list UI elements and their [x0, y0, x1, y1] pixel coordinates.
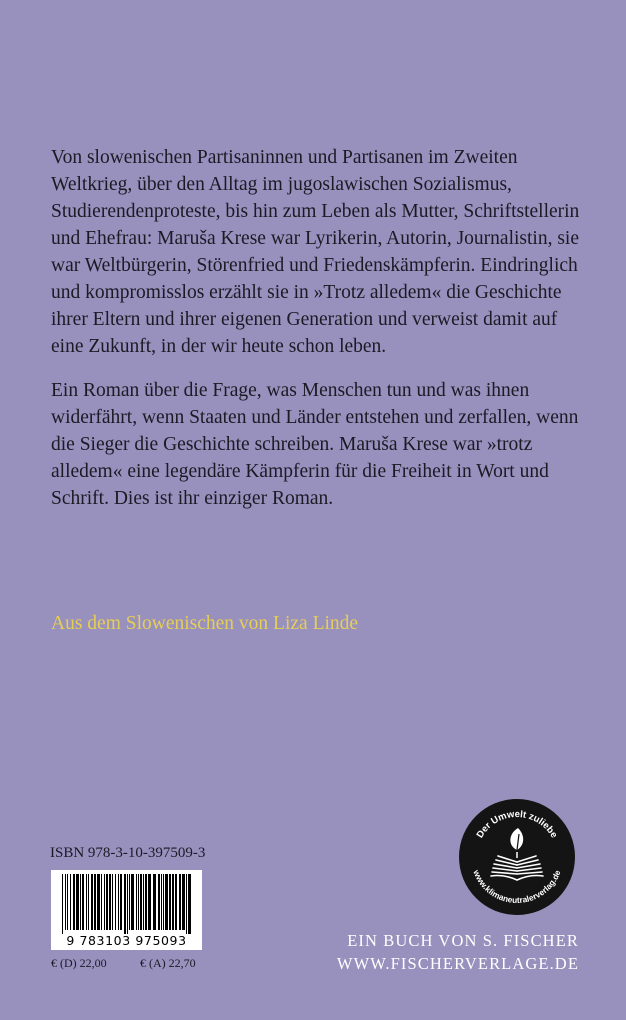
barcode-bar — [143, 874, 144, 930]
barcode-bar — [62, 874, 63, 934]
barcode-bar — [73, 874, 75, 930]
barcode-bar — [124, 874, 126, 934]
barcode-bar — [131, 874, 134, 930]
barcode — [51, 870, 202, 950]
barcode-bar — [88, 874, 89, 930]
publisher-website[interactable]: WWW.FISCHERVERLAGE.DE — [336, 954, 579, 973]
barcode-bar — [104, 874, 105, 930]
barcode-bar — [179, 874, 181, 930]
barcode-bar — [97, 874, 100, 930]
barcode-bar — [86, 874, 87, 930]
barcode-bar — [165, 874, 168, 930]
barcode-bar — [91, 874, 93, 930]
barcode-bar — [70, 874, 71, 930]
barcode-bar — [148, 874, 151, 930]
climate-neutral-badge — [458, 798, 576, 916]
barcode-bar — [101, 874, 102, 930]
barcode-bar — [129, 874, 130, 930]
barcode-bar — [175, 874, 177, 930]
barcode-bar — [109, 874, 111, 930]
barcode-bar — [127, 874, 128, 934]
barcode-bar — [136, 874, 137, 930]
barcode-bar — [145, 874, 147, 930]
barcode-bar — [120, 874, 122, 930]
price-germany: € (D) 22,00 — [51, 956, 107, 970]
barcode-bar — [82, 874, 84, 930]
barcode-bar — [169, 874, 171, 930]
barcode-bar — [65, 874, 66, 930]
publisher-name: EIN BUCH VON S. FISCHER — [347, 931, 579, 950]
barcode-bar — [118, 874, 119, 930]
isbn: ISBN 978-3-10-397509-3 — [50, 845, 206, 861]
barcode-bar — [158, 874, 160, 930]
badge-top-text: Der Umwelt zuliebe — [474, 808, 560, 841]
barcode-bar — [163, 874, 164, 930]
badge-graphic — [458, 798, 576, 916]
barcode-bar — [172, 874, 174, 930]
barcode-bar — [80, 874, 81, 930]
barcode-bar — [106, 874, 108, 930]
barcode-digits: 9 783103 975093 — [66, 933, 187, 948]
blurb — [51, 144, 591, 512]
blurb-paragraph-1: Von slowenischen Partisaninnen und Partisanen im Zweiten Weltkrieg, über den Alltag im jugoslawischen Sozialismus, Studierendenproteste, bis hin zum Leben als Mutter, Schriftstellerin und Ehefrau: Maruša Krese war Lyrikerin, Autorin, Journalistin, sie war Weltbürgerin, Störenfried und Friedenskämpferin. Eindringlich und kompromisslos erzählt sie in »Trotz alledem« die Geschichte ihrer Eltern und ihrer eigenen Generation und verweist damit auf eine Zukunft, in der wir heute schon leben. — [51, 147, 580, 357]
translator-credit: Aus dem Slowenischen von Liza Linde — [51, 613, 359, 634]
publisher-imprint — [337, 929, 579, 975]
blurb-paragraph-2: Ein Roman über die Frage, was Menschen tun und was ihnen widerfährt, wenn Staaten und Länder entstehen und zerfallen, wenn die Sieger die Geschichte schreiben. Maruša Krese war »trotz alledem« eine legendäre Kämpferin für die Freiheit in Wort und Schrift. Dies ist ihr einziger Roman. — [51, 380, 579, 509]
barcode-bar — [182, 874, 185, 930]
barcode-bar — [138, 874, 139, 930]
barcode-bar — [186, 874, 187, 934]
barcode-bar — [115, 874, 116, 930]
barcode-bar — [67, 874, 68, 930]
barcode-bar — [153, 874, 156, 930]
barcode-bar — [140, 874, 142, 930]
barcode-bar — [94, 874, 96, 930]
badge-bottom-text: www.klimaneutralerverlag.de — [471, 868, 563, 906]
barcode-bars — [51, 870, 202, 934]
barcode-bar — [188, 874, 191, 934]
price-austria: € (A) 22,70 — [140, 956, 196, 970]
barcode-bar — [112, 874, 113, 930]
barcode-bar — [161, 874, 162, 930]
barcode-bar — [76, 874, 79, 930]
